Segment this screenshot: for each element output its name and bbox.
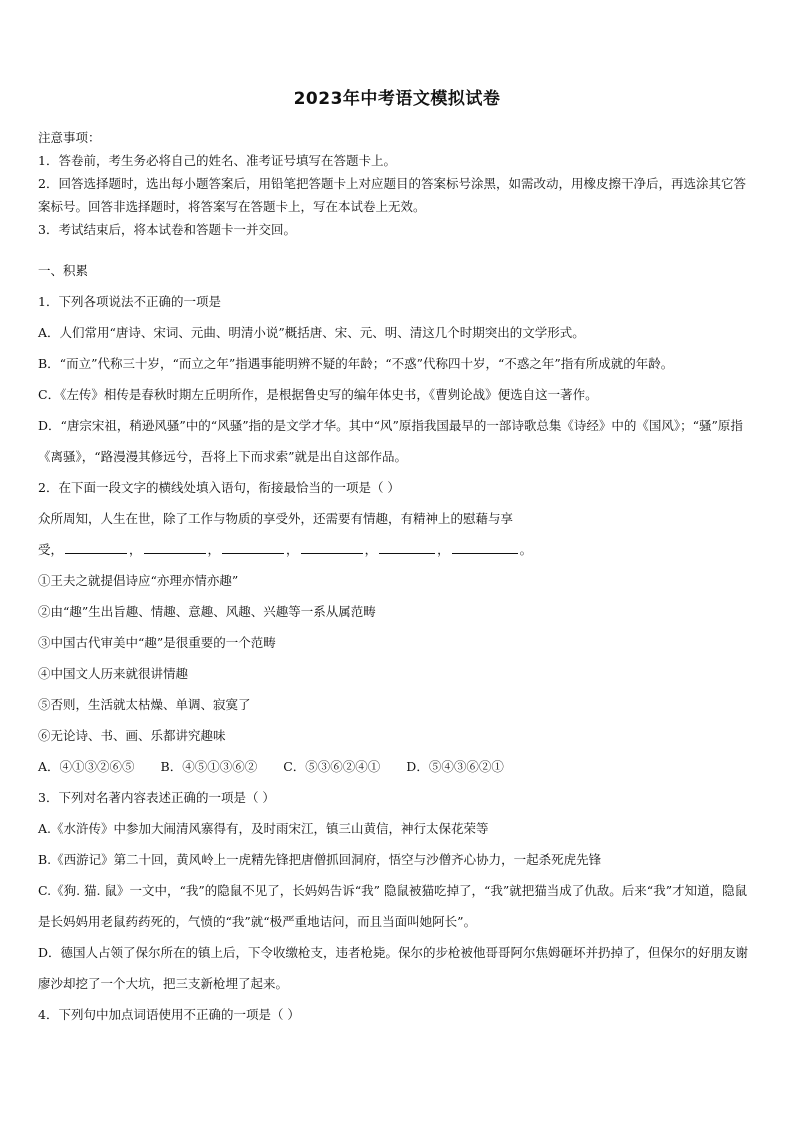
question-1-option-d: D．“唐宗宋祖，稍逊风骚”中的“风骚”指的是文学才华。其中“风”原指我国最早的一部诗歌总集《诗经》中的《国风》；“骚”原指《离骚》，“路漫漫其修远兮，吾将上下而求索”就是出自这部作品。 bbox=[38, 418, 743, 464]
section-heading: 一、积累 bbox=[38, 263, 89, 278]
question-2-item: ③中国古代审美中“趣”是很重要的一个范畴 bbox=[38, 635, 276, 650]
question-2-blanks bbox=[38, 534, 756, 565]
question-2-item: ⑥无论诗、书、画、乐都讲究趣味 bbox=[38, 728, 226, 743]
question-3-option-b: B.《西游记》第二十回，黄风岭上一虎精先锋把唐僧抓回洞府，悟空与沙僧齐心协力，一起杀死虎先锋 bbox=[38, 852, 602, 867]
blank-separator: ， bbox=[437, 542, 450, 557]
exam-body bbox=[38, 255, 756, 1030]
question-2-option-d[interactable]: D．⑤④③⑥②① bbox=[406, 759, 504, 774]
notice-heading: 注意事项： bbox=[38, 130, 101, 145]
blank-separator: ， bbox=[129, 542, 142, 557]
question-1-stem: 1．下列各项说法不正确的一项是 bbox=[38, 294, 221, 309]
fill-blank[interactable] bbox=[65, 539, 127, 554]
fill-blank[interactable] bbox=[379, 539, 435, 554]
question-2-option-c[interactable]: C．⑤③⑥②④① bbox=[283, 759, 381, 774]
fill-blank[interactable] bbox=[222, 539, 284, 554]
question-2-options bbox=[38, 751, 756, 782]
blank-separator: ， bbox=[286, 542, 299, 557]
notice-item: 1．答卷前，考生务必将自己的姓名、准考证号填写在答题卡上。 bbox=[38, 153, 396, 168]
question-2-item: ①王夫之就提倡诗应“亦理亦情亦趣” bbox=[38, 573, 239, 588]
question-3-option-c: C.《狗. 猫. 鼠》一文中，“我”的隐鼠不见了，长妈妈告诉“我” 隐鼠被猫吃掉了，“我”就把猫当成了仇敌。后来“我”才知道，隐鼠是长妈妈用老鼠药药死的，气愤的“我”就“极严重地诘问，而且当面叫她阿长”。 bbox=[38, 883, 748, 929]
blank-separator: ， bbox=[207, 542, 221, 557]
question-2-option-a[interactable]: A．④①③②⑥⑤ bbox=[38, 759, 135, 774]
question-2-item: ②由“趣”生出旨趣、情趣、意趣、风趣、兴趣等一系从属范畴 bbox=[38, 604, 376, 619]
question-1-option-a: A．人们常用“唐诗、宋词、元曲、明清小说”概括唐、宋、元、明、清这几个时期突出的文学形式。 bbox=[38, 325, 585, 340]
question-3-stem: 3．下列对名著内容表述正确的一项是（ ） bbox=[38, 790, 275, 805]
question-2-item: ④中国文人历来就很讲情趣 bbox=[38, 666, 189, 681]
question-2-stem: 2．在下面一段文字的横线处填入语句，衔接最恰当的一项是（ ） bbox=[38, 480, 400, 495]
fill-blank[interactable] bbox=[452, 539, 518, 554]
spacer bbox=[38, 241, 756, 255]
fill-blank[interactable] bbox=[301, 539, 363, 554]
question-2-item: ⑤否则，生活就太枯燥、单调、寂寞了 bbox=[38, 697, 251, 712]
blank-separator: ， bbox=[364, 542, 378, 557]
notice-item: 2．回答选择题时，选出每小题答案后，用铅笔把答题卡上对应题目的答案标号涂黑，如需改动，用橡皮擦干净后，再选涂其它答案标号。回答非选择题时，将答案写在答题卡上，写在本试卷上无效。 bbox=[38, 176, 746, 214]
question-2-passage: 众所周知，人生在世，除了工作与物质的享受外，还需要有情趣，有精神上的慰藉与享 bbox=[38, 511, 514, 526]
notice-item: 3．考试结束后，将本试卷和答题卡一并交回。 bbox=[38, 222, 296, 237]
question-1-option-b: B．“而立”代称三十岁，“而立之年”指遇事能明辨不疑的年龄；“不惑”代称四十岁，“不惑之年”指有所成就的年龄。 bbox=[38, 356, 674, 371]
blank-end: 。 bbox=[519, 542, 533, 557]
notice-block bbox=[38, 126, 756, 241]
question-2-option-b[interactable]: B．④⑤①③⑥② bbox=[160, 759, 258, 774]
question-3-option-a: A.《水浒传》中参加大闹清风寨得有，及时雨宋江，镇三山黄信，神行太保花荣等 bbox=[38, 821, 489, 836]
fill-blank[interactable] bbox=[144, 539, 206, 554]
question-4-stem: 4．下列句中加点词语使用不正确的一项是（ ） bbox=[38, 1007, 300, 1022]
question-1-option-c: C．《左传》相传是春秋时期左丘明所作，是根据鲁史写的编年体史书，《曹刿论战》便选自这一著作。 bbox=[38, 387, 598, 402]
question-3-option-d: D．德国人占领了保尔所在的镇上后，下令收缴枪支，违者枪毙。保尔的步枪被他哥哥阿尔焦姆砸坏并扔掉了，但保尔的好朋友谢廖沙却挖了一个大坑，把三支新枪埋了起来。 bbox=[38, 945, 749, 991]
passage-text: 受， bbox=[38, 542, 64, 557]
page-title: 2023年中考语文模拟试卷 bbox=[293, 89, 501, 109]
